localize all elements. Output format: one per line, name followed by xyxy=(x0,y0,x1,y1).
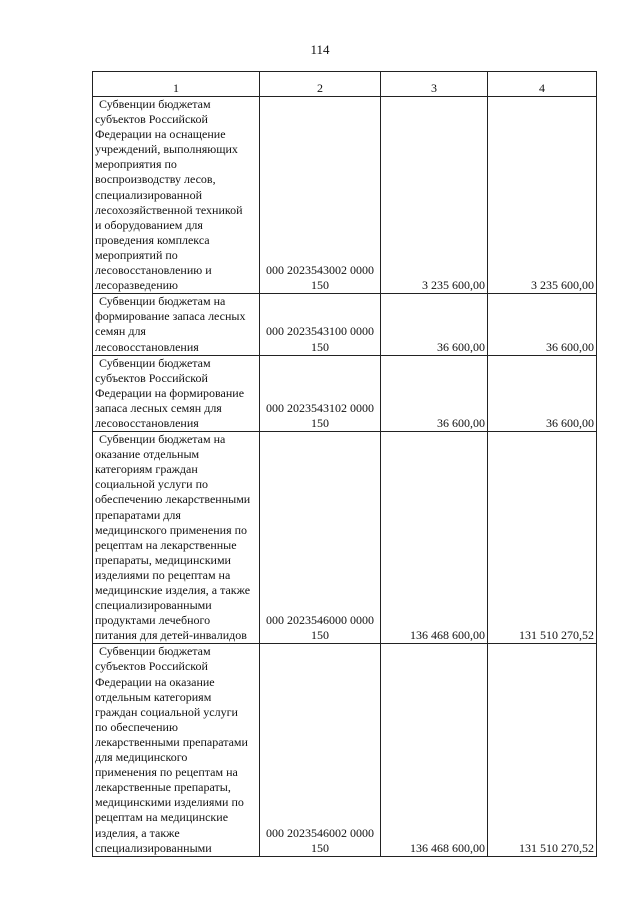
code-line: 000 2023543102 0000 xyxy=(266,400,374,415)
budget-table xyxy=(92,71,597,857)
description-line: оказание отдельным xyxy=(95,447,200,462)
description-line: социальной услуги по xyxy=(95,477,208,492)
description-line: обеспечению лекарственными xyxy=(95,492,251,507)
description-line: субъектов Российской xyxy=(95,112,208,127)
page-number: 114 xyxy=(310,42,330,57)
code-line: 000 2023543002 0000 xyxy=(266,263,374,278)
code-line: 150 xyxy=(311,278,329,293)
row-value-col4: 131 510 270,52 xyxy=(488,432,597,644)
description-line: проведения комплекса xyxy=(95,232,210,247)
description-line: Федерации на оснащение xyxy=(95,127,226,142)
row-value-col4: 36 600,00 xyxy=(488,355,597,431)
description-line: Субвенции бюджетам на xyxy=(99,294,226,309)
column-header-4: 4 xyxy=(488,72,597,97)
description-line: питания для детей-инвалидов xyxy=(95,628,247,643)
description-line: мероприятий по xyxy=(95,247,178,262)
description-line: и оборудованием для xyxy=(95,217,203,232)
row-code xyxy=(260,97,381,294)
description-line: лесовосстановления xyxy=(95,415,199,430)
table-body xyxy=(93,97,597,857)
description-line: учреждений, выполняющих xyxy=(95,142,238,157)
description-line: семян для xyxy=(95,324,146,339)
row-code xyxy=(260,294,381,355)
row-description xyxy=(93,294,260,355)
description-line: Субвенции бюджетам xyxy=(99,355,211,370)
description-line: применения по рецептам на xyxy=(95,765,238,780)
description-line: Субвенции бюджетам xyxy=(99,644,211,659)
description-line: специализированными xyxy=(95,840,212,855)
description-line: для медицинского xyxy=(95,750,188,765)
row-code xyxy=(260,432,381,644)
column-header-2: 2 xyxy=(260,72,381,97)
description-line: препараты, медицинскими xyxy=(95,552,231,567)
description-line: отдельным категориям xyxy=(95,689,212,704)
description-line: граждан социальной услуги xyxy=(95,704,238,719)
description-line: Федерации на оказание xyxy=(95,674,215,689)
row-description xyxy=(93,432,260,644)
description-line: специализированными xyxy=(95,598,212,613)
description-line: воспроизводству лесов, xyxy=(95,172,216,187)
row-value-col4: 131 510 270,52 xyxy=(488,644,597,856)
description-line: лесовосстановлению и xyxy=(95,263,212,278)
description-line: лесоразведению xyxy=(95,278,179,293)
row-value-col4: 36 600,00 xyxy=(488,294,597,355)
code-line: 000 2023546000 0000 xyxy=(266,613,374,628)
row-code xyxy=(260,644,381,856)
table-row xyxy=(93,294,597,355)
description-line: изделия, а также xyxy=(95,825,180,840)
description-line: лесохозяйственной техникой xyxy=(95,202,243,217)
column-header-1: 1 xyxy=(93,72,260,97)
table-row xyxy=(93,355,597,431)
description-line: лекарственными препаратами xyxy=(95,734,248,749)
row-value-col4: 3 235 600,00 xyxy=(488,97,597,294)
description-line: Федерации на формирование xyxy=(95,385,245,400)
code-line: 150 xyxy=(311,840,329,855)
description-line: формирование запаса лесных xyxy=(95,309,246,324)
code-line: 150 xyxy=(311,628,329,643)
table-header-row xyxy=(93,72,597,97)
code-line: 150 xyxy=(311,339,329,354)
code-line: 000 2023543100 0000 xyxy=(266,324,374,339)
row-value-col3: 136 468 600,00 xyxy=(381,644,488,856)
description-line: категориям граждан xyxy=(95,462,198,477)
description-line: мероприятия по xyxy=(95,157,177,172)
description-line: препаратами для xyxy=(95,507,181,522)
description-line: Субвенции бюджетам xyxy=(99,97,211,111)
description-line: Субвенции бюджетам на xyxy=(99,432,226,447)
row-description xyxy=(93,97,260,294)
description-line: медицинскими изделиями по xyxy=(95,795,244,810)
row-value-col3: 136 468 600,00 xyxy=(381,432,488,644)
code-line: 150 xyxy=(311,415,329,430)
row-description xyxy=(93,355,260,431)
row-value-col3: 36 600,00 xyxy=(381,294,488,355)
description-line: медицинские изделия, а также xyxy=(95,583,251,597)
description-line: продуктами лечебного xyxy=(95,613,211,628)
table-row xyxy=(93,644,597,856)
description-line: специализированной xyxy=(95,187,203,202)
description-line: медицинского применения по xyxy=(95,522,248,537)
description-line: изделиями по рецептам на xyxy=(95,567,231,582)
code-line: 000 2023546002 0000 xyxy=(266,825,374,840)
description-line: рецептам на лекарственные xyxy=(95,537,237,552)
description-line: субъектов Российской xyxy=(95,659,208,674)
description-line: по обеспечению xyxy=(95,719,178,734)
column-header-3: 3 xyxy=(381,72,488,97)
row-code xyxy=(260,355,381,431)
table-row xyxy=(93,432,597,644)
description-line: субъектов Российской xyxy=(95,370,208,385)
row-value-col3: 3 235 600,00 xyxy=(381,97,488,294)
table-row xyxy=(93,97,597,294)
description-line: запаса лесных семян для xyxy=(95,400,222,415)
row-value-col3: 36 600,00 xyxy=(381,355,488,431)
description-line: рецептам на медицинские xyxy=(95,810,229,825)
row-description xyxy=(93,644,260,856)
description-line: лесовосстановления xyxy=(95,339,199,354)
description-line: лекарственные препараты, xyxy=(95,780,231,795)
